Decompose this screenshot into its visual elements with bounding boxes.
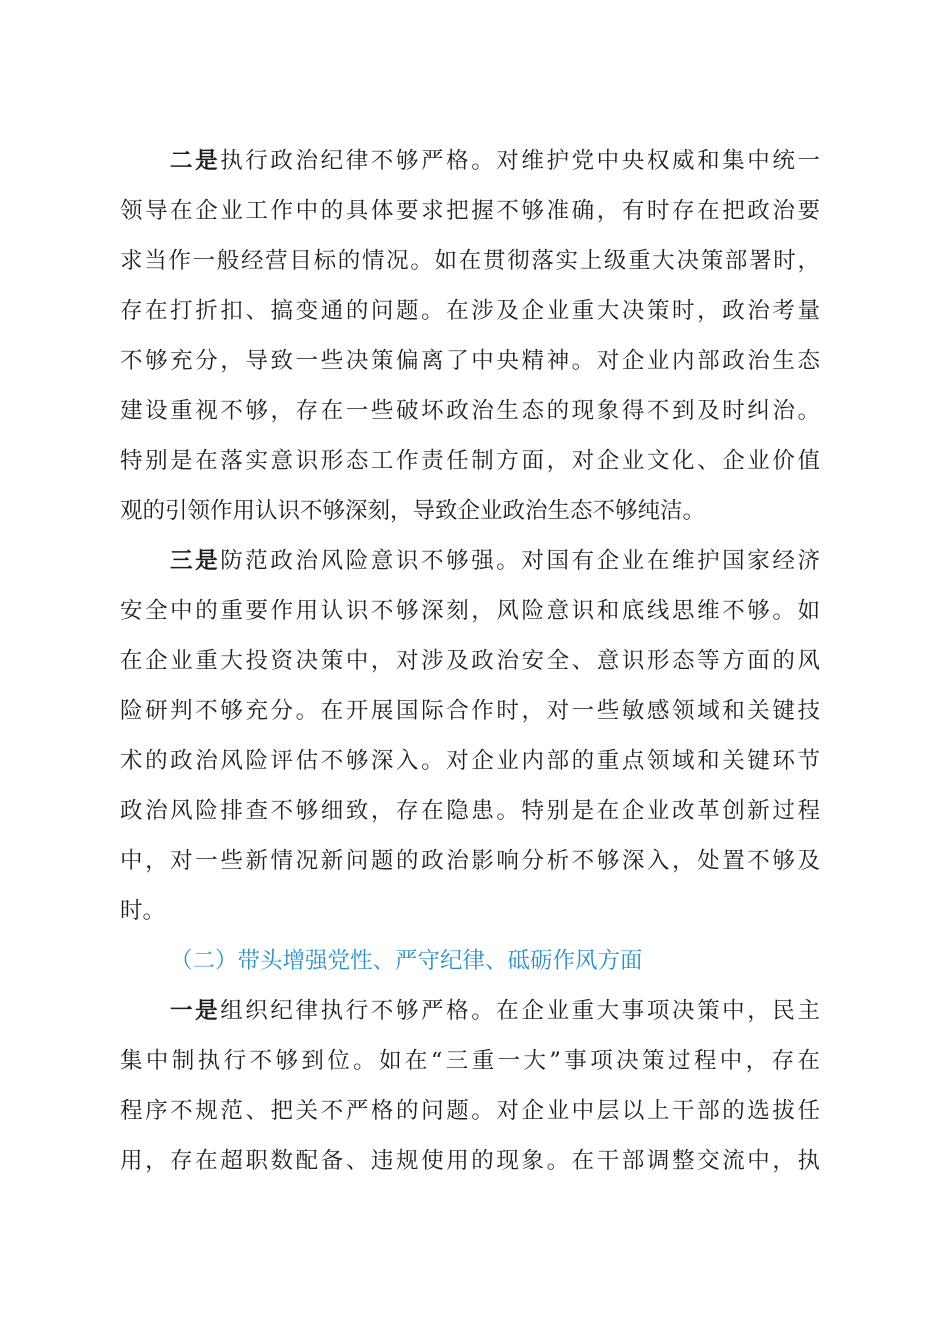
- paragraph-line: 集中制执行不够到位。如在“三重一大”事项决策过程中，存在: [120, 1048, 820, 1074]
- paragraph-line: 程序不规范、把关不严格的问题。对企业中层以上干部的选拔任: [120, 1098, 820, 1124]
- paragraph-line: 政治风险排查不够细致，存在隐患。特别是在企业改革创新过程: [120, 798, 820, 824]
- paragraph-line: [120, 986, 820, 1036]
- paragraph-line: 安全中的重要作用认识不够深刻，风险意识和底线思维不够。如: [120, 598, 820, 624]
- paragraph-lead: 一是: [170, 998, 221, 1024]
- paragraph-text: 组织纪律执行不够严格。在企业重大事项决策中，民主: [220, 998, 820, 1024]
- document-page: [120, 136, 820, 1186]
- paragraph-line: 不够充分，导致一些决策偏离了中央精神。对企业内部政治生态: [120, 348, 820, 374]
- paragraph-line: 建设重视不够，存在一些破坏政治生态的现象得不到及时纠治。: [120, 398, 820, 424]
- paragraph-line: 特别是在落实意识形态工作责任制方面，对企业文化、企业价值: [120, 448, 820, 474]
- paragraph-line: 术的政治风险评估不够深入。对企业内部的重点领域和关键环节: [120, 748, 820, 774]
- paragraph-line: 领导在企业工作中的具体要求把握不够准确，有时存在把政治要: [120, 198, 820, 224]
- paragraph-text: 执行政治纪律不够严格。对维护党中央权威和集中统一: [220, 148, 820, 174]
- paragraph-line: [120, 136, 820, 186]
- paragraph-line: [120, 536, 820, 586]
- paragraph-line: 时。: [120, 898, 166, 924]
- paragraph-line: 在企业重大投资决策中，对涉及政治安全、意识形态等方面的风: [120, 648, 820, 674]
- paragraph-lead: 二是: [170, 148, 221, 174]
- paragraph-text: 防范政治风险意识不够强。对国有企业在维护国家经济: [220, 548, 820, 574]
- paragraph-line: 存在打折扣、搞变通的问题。在涉及企业重大决策时，政治考量: [120, 298, 820, 324]
- paragraph-line: 险研判不够充分。在开展国际合作时，对一些敏感领域和关键技: [120, 698, 820, 724]
- paragraph-line: 中，对一些新情况新问题的政治影响分析不够深入，处置不够及: [120, 848, 820, 874]
- paragraph-lead: 三是: [170, 548, 221, 574]
- paragraph-line: 观的引领作用认识不够深刻，导致企业政治生态不够纯洁。: [120, 498, 706, 524]
- section-heading: （二）带头增强党性、严守纪律、砥砺作风方面: [170, 948, 643, 974]
- paragraph-line: 用，存在超职数配备、违规使用的现象。在干部调整交流中，执: [120, 1148, 820, 1174]
- paragraph-line: 求当作一般经营目标的情况。如在贯彻落实上级重大决策部署时，: [120, 248, 820, 274]
